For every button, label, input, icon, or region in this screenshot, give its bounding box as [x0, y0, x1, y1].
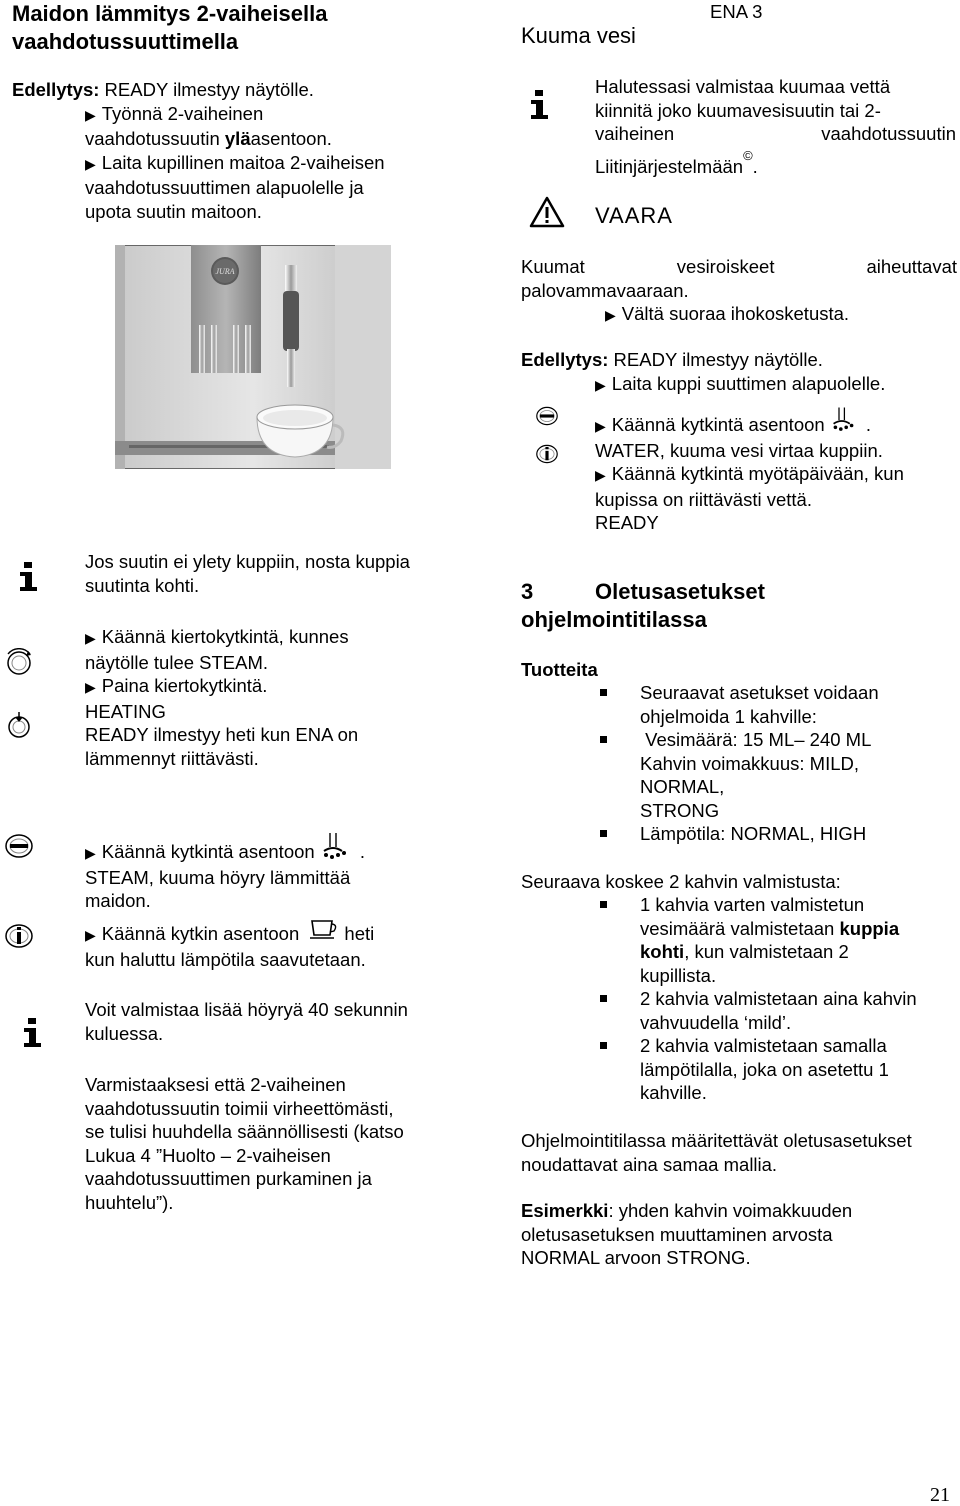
step-push-nozzle: ▶ Työnnä 2-vaiheinen vaahdotussuutin yläasentoon. [85, 102, 332, 149]
water-position-icon [830, 406, 866, 430]
step-switch-cup: ▶ Käännä kytkin asentoon heti kun haluttu lämpötila saavutetaan. [85, 922, 425, 971]
list-item: Lämpötila: NORMAL, HIGH [600, 822, 940, 846]
header-model: ENA 3 [710, 1, 763, 22]
bullet-triangle-icon: ▶ [605, 307, 616, 323]
list-item: 2 kahvia valmistetaan samalla lämpötilalla, joka on asetettu 1 kahville. [600, 1034, 950, 1105]
selector-switch-icon [535, 405, 559, 433]
example-block: Esimerkki: yhden kahvin voimakkuuden oletusasetuksen muuttaminen arvosta NORMAL arvoon STRONG. [521, 1200, 853, 1268]
bullet-triangle-icon: ▶ [85, 679, 96, 695]
bullet-square-icon [600, 689, 607, 696]
rotary-knob-turn-icon [4, 648, 34, 684]
bullet-triangle-icon: ▶ [85, 155, 96, 172]
rinse-paragraph: Varmistaaksesi että 2-vaiheinen vaahdotussuutin toimii virheettömästi, se tulisi huuhdella säännöllisesti (katso Lukua 4 ”Huolto – 2-vaiheisen vaahdotussuuttimen purkaminen ja huuhtelu”). [85, 1074, 404, 1213]
right-steps: ▶ Käännä kytkintä asentoon . WATER, kuuma vesi virtaa kuppiin. ▶ Käännä kytkintä myötäpäivään, kun kupissa on riittävästi vettä. READY [595, 413, 957, 535]
warning-text: Kuumat vesiroiskeet aiheuttavat palovammavaaraan. ▶ Vältä suoraa ihokosketusta. [521, 255, 957, 328]
switch-info-icon [535, 443, 559, 471]
chapter-number: 3 [521, 579, 534, 604]
bullet-triangle-icon: ▶ [85, 845, 96, 861]
bullet-triangle-icon: ▶ [595, 376, 606, 393]
two-coffees-list [600, 893, 950, 1105]
cup-position-icon [304, 917, 344, 941]
note-cup-text: Jos suutin ei ylety kuppiin, nosta kuppia suutinta kohti. [85, 551, 410, 596]
info-icon [22, 1018, 44, 1054]
selector-switch-icon [4, 832, 34, 866]
bullet-triangle-icon: ▶ [595, 467, 606, 483]
status-heating: HEATING [85, 700, 166, 722]
right-prereq-block: Edellytys: READY ilmestyy näytölle. ▶ Laita kuppi suuttimen alapuolelle. [521, 348, 957, 397]
list-item: Vesimäärä: 15 ML– 240 ML Kahvin voimakkuus: MILD, NORMAL, STRONG [600, 728, 940, 822]
warning-title: VAARA [595, 203, 673, 228]
more-steam-text: Voit valmistaa lisää höyryä 40 sekunnin kuluessa. [85, 999, 408, 1044]
hot-water-info: Halutessasi valmistaa kuumaa vettä kiinnitä joko kuumavesisuutin tai 2- vaiheinen vaahdotussuutin Liitinjärjestelmään©. [595, 76, 956, 177]
bullet-square-icon [600, 736, 607, 743]
prereq-text: READY ilmestyy näytölle. [104, 79, 314, 100]
bullet-square-icon [600, 1042, 607, 1049]
rotary-knob-press-icon [4, 710, 34, 746]
prereq-label: Edellytys: [12, 79, 100, 100]
status-ready: READY [595, 512, 659, 533]
info-icon [18, 562, 40, 598]
bullet-triangle-icon: ▶ [595, 418, 606, 434]
steps-knob: ▶ Käännä kiertokytkintä, kunnes näytölle tulee STEAM. ▶ Paina kiertokytkintä. HEATING READY ilmestyy heti kun ENA on lämmennyt riittävästi. [85, 626, 359, 769]
left-prereq-block [12, 78, 432, 223]
products-label: Tuotteita [521, 659, 598, 680]
programming-note: Ohjelmointitilassa määritettävät oletusasetukset noudattavat aina samaa mallia. [521, 1130, 912, 1175]
products-list [600, 681, 940, 846]
warning-icon [529, 196, 565, 234]
steam-position-icon [320, 833, 360, 857]
bullet-triangle-icon: ▶ [85, 630, 96, 646]
switch-info-icon [4, 922, 34, 956]
step-switch-steam: ▶ Käännä kytkintä asentoon . STEAM, kuuma höyry lämmittää maidon. [85, 840, 365, 913]
list-item: 1 kahvia varten valmistetun vesimäärä valmistetaan kuppia kohti, kun valmistetaan 2 kupillista. [600, 893, 950, 987]
bullet-triangle-icon: ▶ [85, 106, 96, 123]
step-milk-cup: ▶ Laita kupillinen maitoa 2-vaiheisen vaahdotussuuttimen alapuolelle ja upota suutin maitoon. [85, 151, 385, 222]
chapter-heading: 3 Oletusasetukset ohjelmointitilassa [521, 579, 765, 632]
left-title: Maidon lämmitys 2-vaiheisella vaahdotussuuttimella [12, 1, 328, 54]
machine-photo [115, 245, 391, 469]
page-number: 21 [930, 1484, 950, 1506]
info-icon [529, 90, 551, 126]
copyright-mark: © [743, 147, 753, 163]
list-item: 2 kahvia valmistetaan aina kahvin vahvuudella ‘mild’. [600, 987, 950, 1034]
bullet-square-icon [600, 901, 607, 908]
list-item: Seuraavat asetukset voidaan ohjelmoida 1 kahville: [600, 681, 940, 728]
machine-brand-logo: JURA [215, 267, 235, 276]
bullet-square-icon [600, 995, 607, 1002]
bullet-square-icon [600, 830, 607, 837]
section-title: Kuuma vesi [521, 23, 636, 48]
bullet-triangle-icon: ▶ [85, 927, 96, 943]
two-coffees-intro: Seuraava koskee 2 kahvin valmistusta: [521, 871, 841, 892]
